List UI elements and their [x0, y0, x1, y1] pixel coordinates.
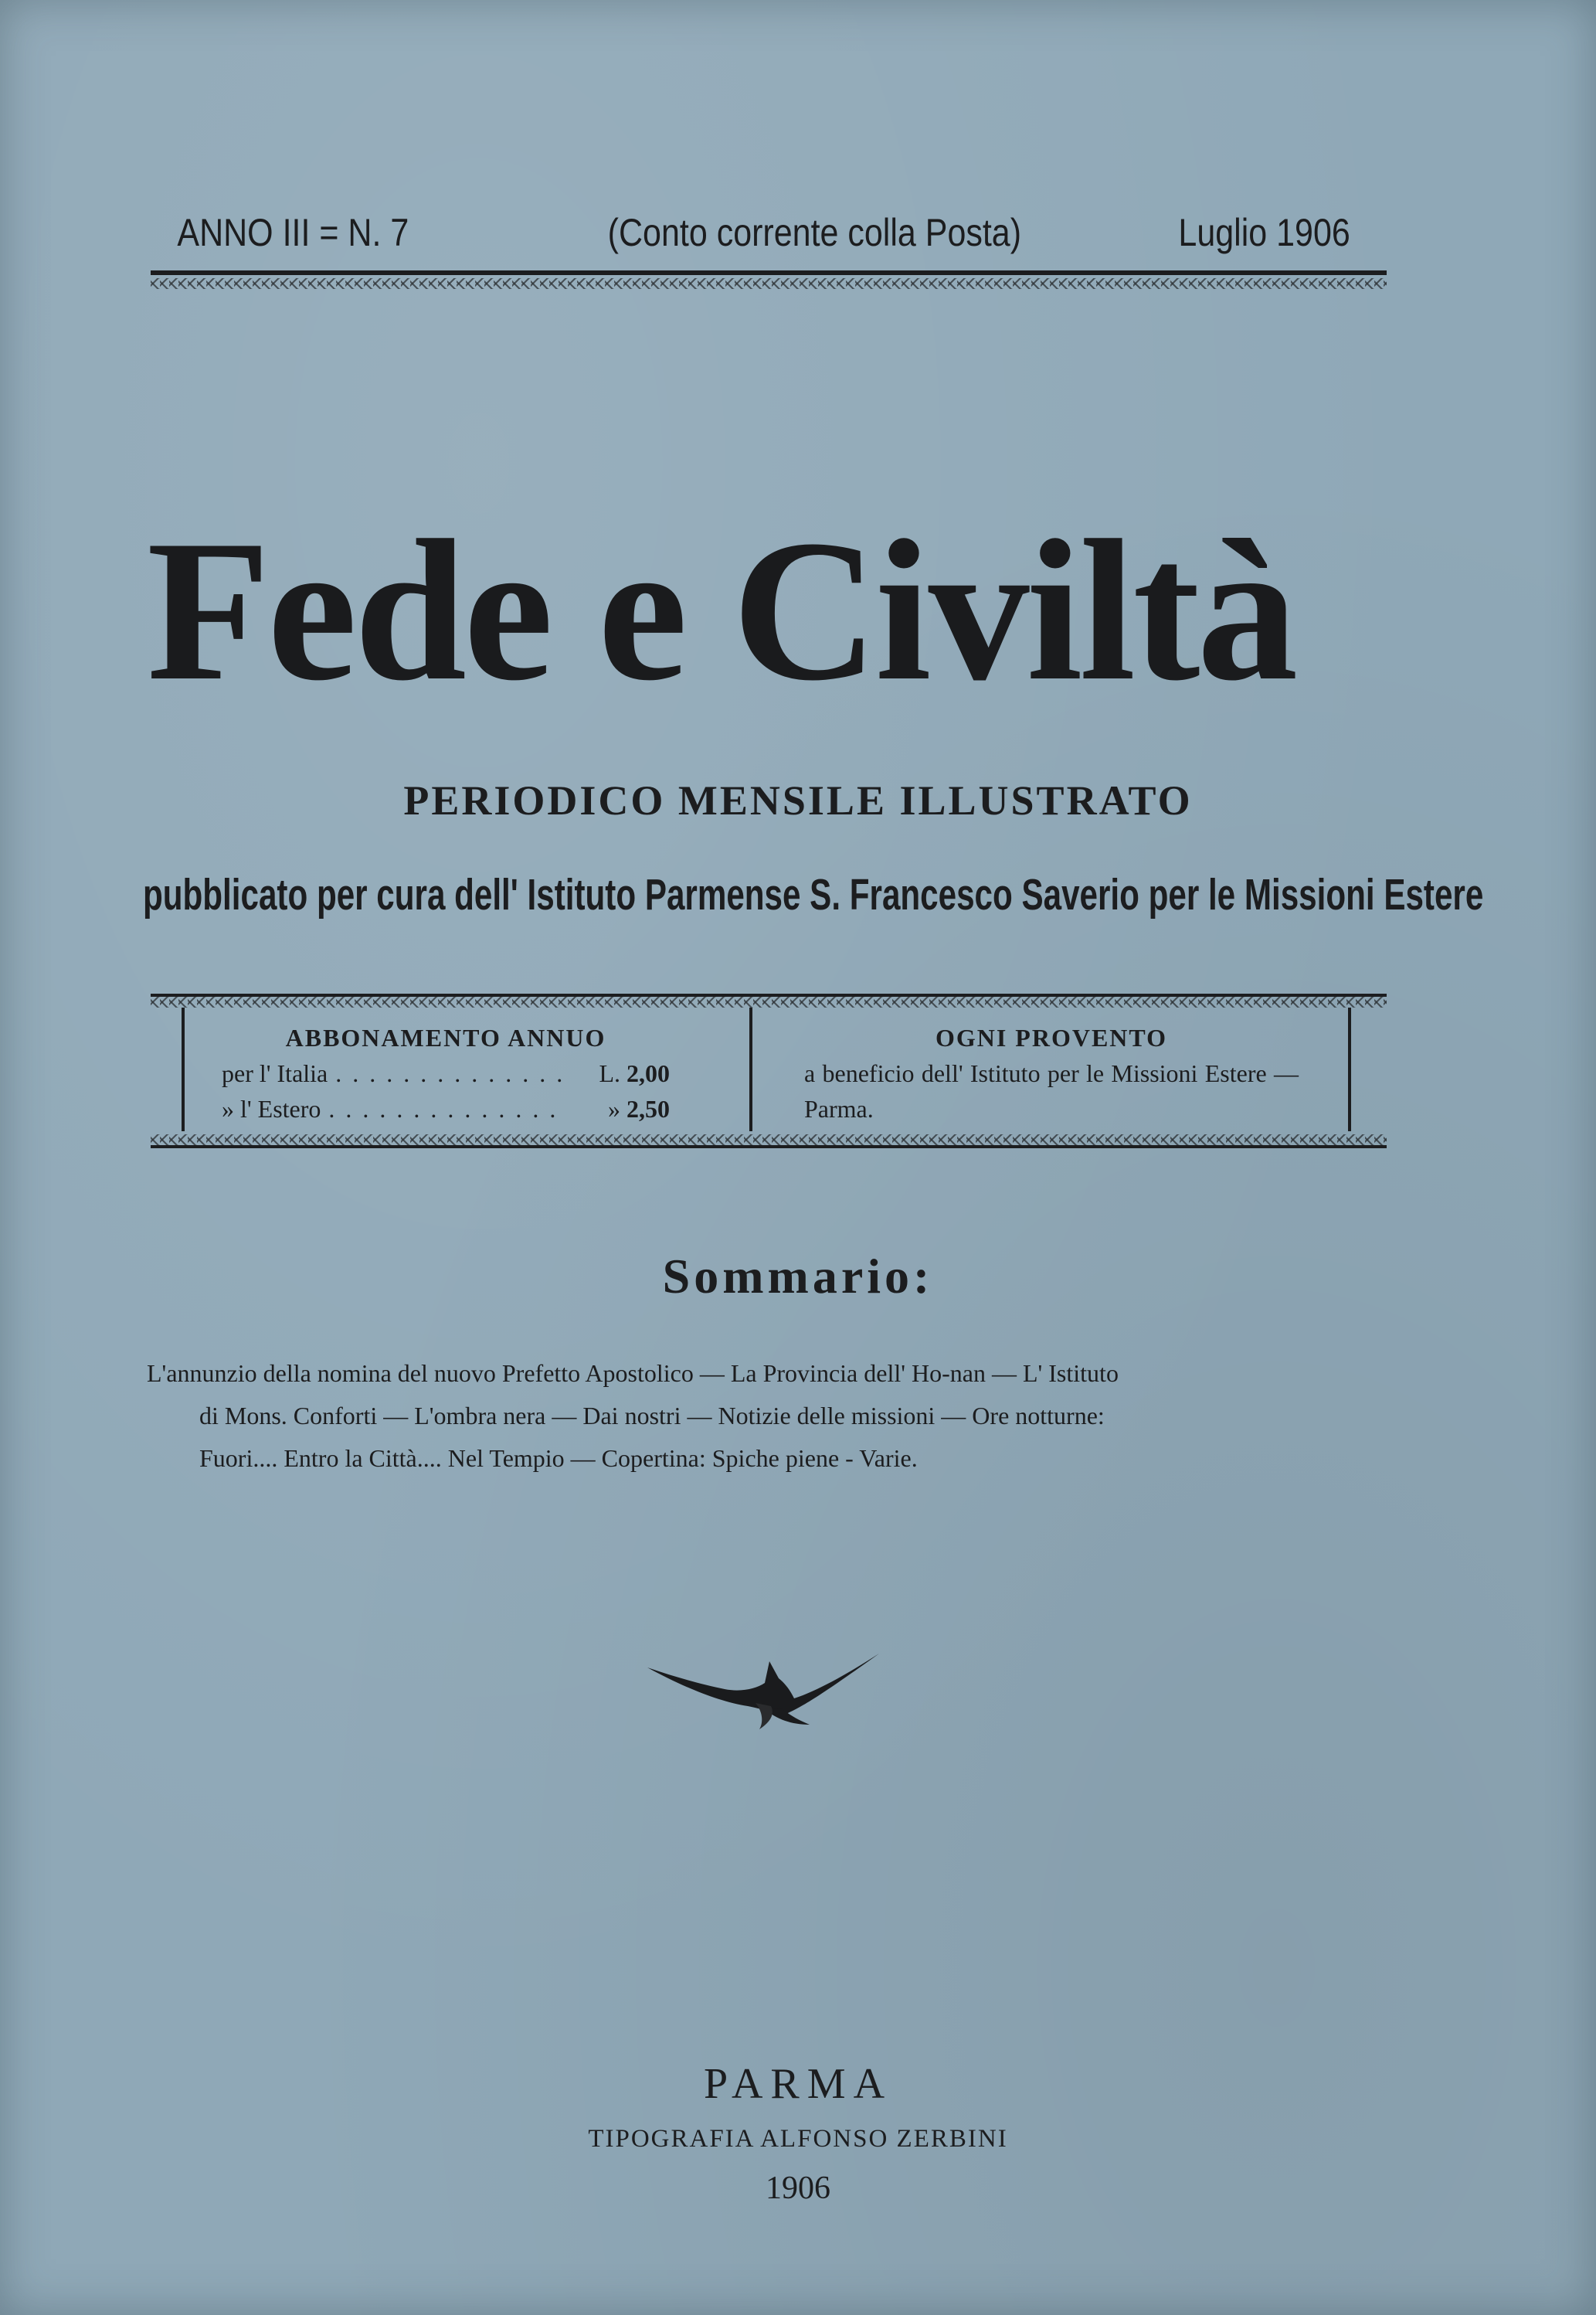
postal-note: (Conto corrente colla Posta) — [607, 211, 1022, 254]
imprint-year: 1906 — [766, 2171, 830, 2206]
price-amount: 2,50 — [627, 1095, 670, 1123]
summary-line: L'annunzio della nomina del nuovo Prefetto Apostolico — La Provincia dell' Ho-nan — L' Istituto — [147, 1359, 1119, 1387]
price-prefix: L. — [599, 1059, 620, 1087]
proceeds-heading: OGNI PROVENTO — [935, 1024, 1168, 1052]
imprint-city: PARMA — [703, 2060, 893, 2108]
summary-text — [147, 1352, 1387, 1480]
box-bottom-rule — [151, 1145, 1387, 1148]
price-prefix: » — [608, 1095, 620, 1123]
info-box — [151, 997, 1387, 1151]
leader-dots: .............. — [328, 1095, 567, 1123]
box-divider — [749, 1008, 752, 1131]
proceeds-text: a beneficio dell' Istituto per le Missioni Estere — Parma. — [804, 1059, 1299, 1123]
masthead-rule — [151, 270, 1387, 275]
summary-line: di Mons. Conforti — L'ombra nera — Dai nostri — Notizie delle missioni — Ore notturne: — [199, 1402, 1105, 1429]
masthead-ornamental-border — [151, 278, 1387, 289]
subscription-section — [222, 1020, 670, 1127]
publisher-line: pubblicato per cura dell' Istituto Parmense S. Francesco Saverio per le Missioni Estere — [143, 870, 1484, 920]
summary-heading: Sommario: — [662, 1249, 934, 1304]
proceeds-section — [804, 1020, 1299, 1127]
summary-line: Fuori.... Entro la Città.... Nel Tempio — Copertina: Spiche piene - Varie. — [199, 1444, 918, 1472]
box-top-ornament — [151, 997, 1387, 1008]
price-row-estero — [222, 1091, 670, 1127]
price-amount: 2,00 — [627, 1059, 670, 1087]
issue-number: ANNO III = N. 7 — [177, 211, 409, 254]
imprint-printer: TIPOGRAFIA ALFONSO ZERBINI — [588, 2125, 1008, 2153]
price-label: » l' Estero — [222, 1095, 321, 1123]
magazine-title: Fede e Civiltà — [147, 498, 1295, 722]
subscription-heading: ABBONAMENTO ANNUO — [285, 1024, 606, 1052]
swallow-icon — [647, 1638, 879, 1739]
masthead — [151, 210, 1350, 272]
box-right-border — [1348, 1008, 1351, 1131]
leader-dots: .............. — [335, 1059, 574, 1087]
magazine-subtitle: PERIODICO MENSILE ILLUSTRATO — [403, 777, 1193, 824]
box-top-rule — [151, 994, 1387, 997]
price-row-italia — [222, 1056, 670, 1091]
price-label: per l' Italia — [222, 1059, 328, 1087]
box-bottom-ornament — [151, 1134, 1387, 1145]
box-left-border — [182, 1008, 185, 1131]
issue-date: Luglio 1906 — [1178, 211, 1350, 254]
